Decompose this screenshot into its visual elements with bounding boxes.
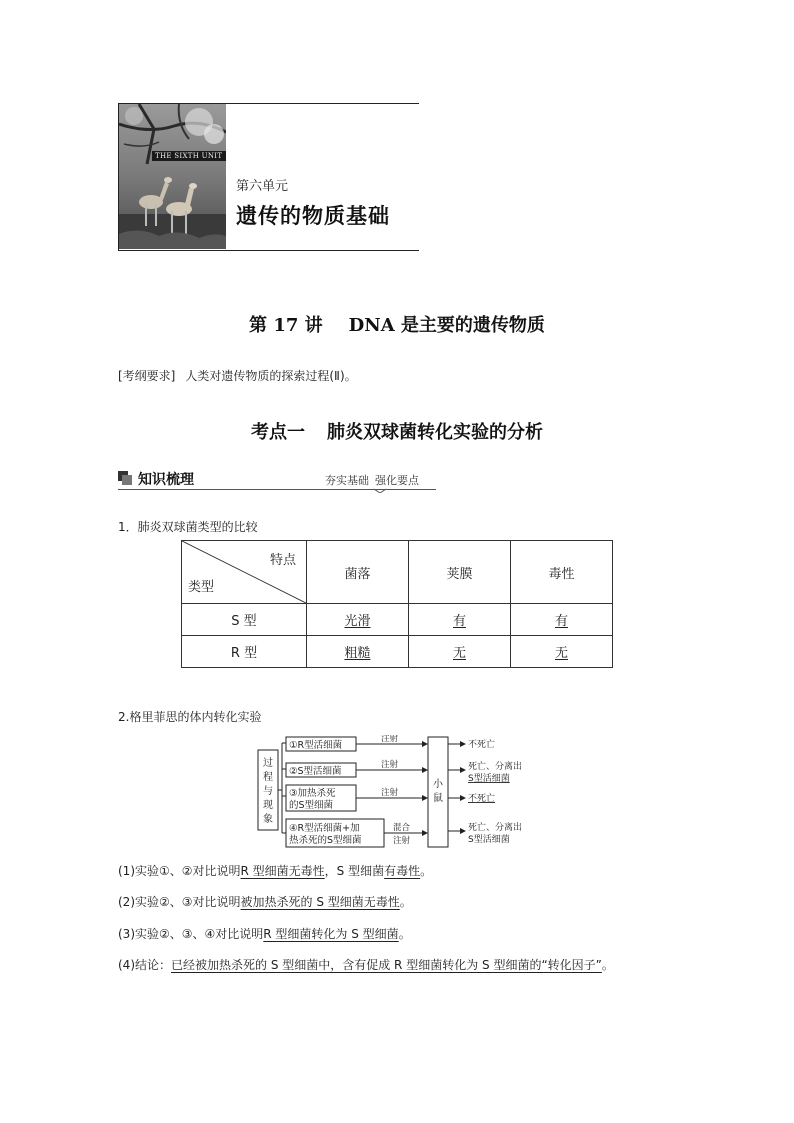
deer-photo-image <box>119 104 226 249</box>
item2-heading: 2.格里菲思的体内转化实验 <box>118 710 262 724</box>
syllabus-tag: [考纲要求] <box>118 369 176 383</box>
inject-label: 注射 <box>393 836 411 846</box>
cover-photo <box>119 104 226 249</box>
mouse-label-char: 小 <box>433 779 443 790</box>
result2-line2: S型活细菌 <box>468 774 510 784</box>
knowledge-label: 知识梳理 <box>138 472 194 488</box>
lecture-number: 第 17 讲 <box>249 315 323 336</box>
column-header: 毒性 <box>511 541 613 604</box>
conclusion-2 <box>118 893 412 910</box>
cell-value: 无 <box>554 646 568 661</box>
side-label-char: 过 <box>263 758 273 769</box>
table-cell <box>409 604 511 636</box>
table-row <box>182 636 613 668</box>
side-label-char: 现 <box>263 800 273 811</box>
inject-label: 注射 <box>381 735 399 744</box>
step2-label: ②S型活细菌 <box>289 766 342 777</box>
cell-value: 粗糙 <box>344 646 371 661</box>
divider-notch-icon <box>374 487 386 493</box>
cell-value: 有 <box>554 614 568 629</box>
cover-caption: THE SIXTH UNIT <box>155 152 223 160</box>
p4-suffix: 。 <box>601 958 614 972</box>
mouse-box <box>428 737 448 847</box>
bacteria-comparison-table <box>181 540 613 668</box>
step4-label-line1: ④R型活细菌+加 <box>289 823 360 834</box>
result2-line1: 死亡、分离出 <box>468 762 523 772</box>
knowledge-square-icon <box>118 471 132 485</box>
result1: 不死亡 <box>468 740 496 750</box>
p4-answer: 已经被加热杀死的 S 型细菌中，含有促成 R 型细菌转化为 S 型细菌的“转化因子” <box>171 958 602 972</box>
step3-label-line1: ③加热杀死 <box>289 788 336 799</box>
p4-prefix: (4)结论： <box>118 958 171 972</box>
inject-label: 注射 <box>381 760 399 770</box>
p1-prefix: (1)实验①、②对比说明 <box>118 864 241 878</box>
cell-value: 有 <box>452 614 466 629</box>
table-row <box>182 604 613 636</box>
knowledge-sub2: 强化要点 <box>375 474 419 487</box>
p3-suffix: 。 <box>398 927 411 941</box>
table-cell <box>511 636 613 668</box>
result3: 不死亡 <box>468 794 496 804</box>
table-header-row <box>182 541 613 604</box>
p2-prefix: (2)实验②、③对比说明 <box>118 895 241 909</box>
column-header: 菌落 <box>307 541 409 604</box>
p3-prefix: (3)实验②、③、④对比说明 <box>118 927 264 941</box>
table-cell <box>307 636 409 668</box>
side-label-char: 与 <box>263 786 273 797</box>
table-corner-cell <box>182 541 307 604</box>
conclusion-1 <box>118 862 432 879</box>
step3-label-line2: 的S型细菌 <box>289 800 334 811</box>
row-type: S 型 <box>182 604 307 636</box>
corner-top-label: 特点 <box>269 553 296 568</box>
cell-value: 光滑 <box>344 614 371 629</box>
side-label-char: 象 <box>263 814 273 825</box>
lecture-title <box>0 311 794 337</box>
unit-title: 遗传的物质基础 <box>236 204 390 228</box>
lecture-name: DNA 是主要的遗传物质 <box>348 315 545 336</box>
side-label-char: 程 <box>263 772 273 783</box>
p2-suffix: 。 <box>399 895 412 909</box>
p1-mid: ，S 型细菌 <box>324 864 385 878</box>
column-header: 荚膜 <box>409 541 511 604</box>
p1-answer1: R 型细菌无毒性 <box>240 864 325 878</box>
knowledge-divider <box>118 489 436 490</box>
step1-label: ①R型活细菌 <box>289 740 343 751</box>
conclusion-4 <box>118 956 614 973</box>
section-title <box>0 418 794 444</box>
table-cell <box>409 636 511 668</box>
row-type: R 型 <box>182 636 307 668</box>
item1-heading: 1．肺炎双球菌类型的比较 <box>118 520 258 534</box>
knowledge-sub1: 夯实基础 <box>325 474 369 487</box>
corner-bottom-label: 类型 <box>188 580 215 595</box>
section-name: 肺炎双球菌转化实验的分析 <box>327 422 543 443</box>
griffith-experiment-diagram <box>255 735 545 850</box>
table-cell <box>307 604 409 636</box>
table-cell <box>511 604 613 636</box>
syllabus-text: 人类对遗传物质的探索过程(Ⅱ)。 <box>185 369 357 383</box>
section-number: 考点一 <box>251 422 305 443</box>
inject-label: 注射 <box>381 788 399 798</box>
knowledge-subtitle <box>325 472 425 488</box>
p1-answer2: 有毒性 <box>384 864 421 878</box>
mouse-label-char: 鼠 <box>433 793 443 804</box>
p1-suffix: 。 <box>420 864 433 878</box>
step4-label-line2: 热杀死的S型细菌 <box>289 835 362 846</box>
result4-line1: 死亡、分离出 <box>468 823 523 833</box>
conclusion-3 <box>118 925 411 942</box>
p2-answer: 被加热杀死的 S 型细菌无毒性 <box>240 895 400 909</box>
p3-answer: R 型细菌转化为 S 型细菌 <box>263 927 399 941</box>
unit-label: 第六单元 <box>236 179 289 194</box>
cell-value: 无 <box>452 646 466 661</box>
mix-label: 混合 <box>393 823 411 833</box>
syllabus-requirement <box>118 367 357 384</box>
result4-line2: S型活细菌 <box>468 835 510 845</box>
